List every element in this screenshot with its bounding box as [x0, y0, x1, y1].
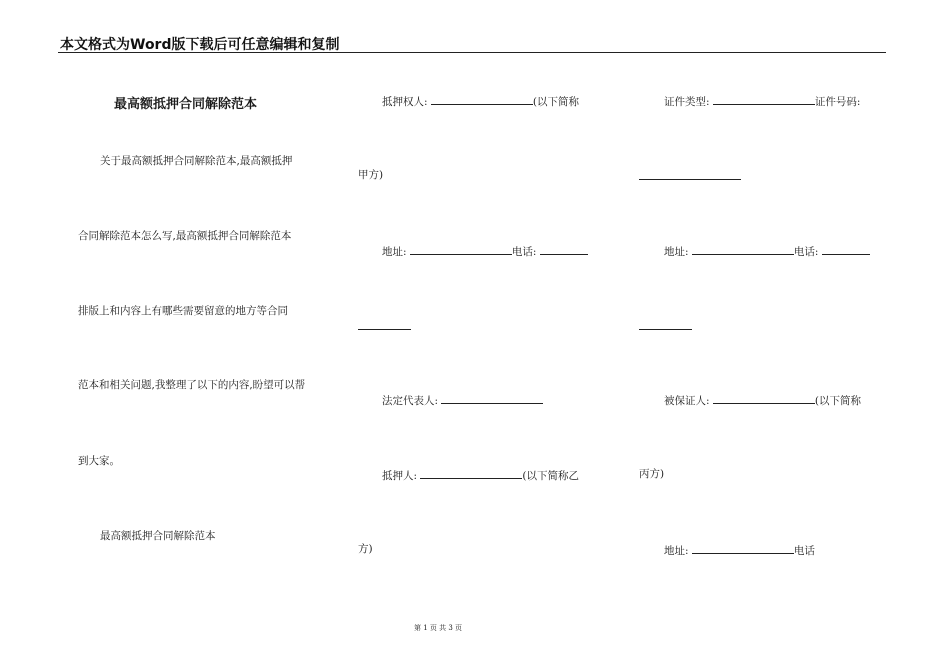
mortgagee-row — [382, 93, 579, 109]
address-label: 地址: — [664, 246, 689, 258]
address-blank — [692, 243, 794, 255]
mortgagee-label: 抵押权人: — [382, 96, 428, 108]
party-a-text: 甲方) — [358, 169, 384, 181]
mortgagor-row — [382, 467, 579, 483]
paragraph-line: 关于最高额抵押合同解除范本,最高额抵押 — [100, 155, 293, 167]
paragraph-line: 合同解除范本怎么写,最高额抵押合同解除范本 — [78, 230, 292, 242]
paragraph-line: 排版上和内容上有哪些需要留意的地方等合同 — [78, 305, 288, 317]
page-number: 第 1 页 共 3 页 — [414, 624, 463, 632]
address2-label: 地址: — [664, 545, 689, 557]
address-phone-row — [382, 243, 588, 259]
legal-rep-blank — [441, 392, 543, 404]
mortgagor-blank — [420, 467, 522, 479]
document-title: 最高额抵押合同解除范本 — [114, 97, 258, 112]
document-banner: 本文格式为Word版下载后可任意编辑和复制 — [60, 37, 340, 53]
id-number-blank — [639, 179, 741, 180]
phone-label: 电话: — [511, 246, 537, 258]
phone-blank-continued — [639, 329, 692, 330]
guarantee-blank — [713, 392, 815, 404]
mortgagee-blank — [431, 93, 533, 105]
id-type-blank — [713, 93, 815, 105]
phone-blank — [540, 243, 588, 255]
mortgagor-label: 抵押人: — [382, 470, 418, 482]
guarantee-row — [664, 392, 861, 408]
phone-blank — [822, 243, 870, 255]
phone2-label: 电话 — [793, 545, 815, 557]
address-phone-row — [664, 243, 870, 259]
id-row — [664, 93, 860, 109]
phone-blank-continued — [358, 329, 411, 330]
paragraph-line: 到大家。 — [78, 455, 120, 467]
mortgagee-suffix: (以下简称 — [532, 96, 579, 108]
phone-label: 电话: — [793, 246, 819, 258]
guarantee-suffix: (以下简称 — [814, 395, 861, 407]
section-heading: 最高额抵押合同解除范本 — [100, 530, 216, 542]
legal-rep-row — [382, 392, 543, 408]
guarantee-label: 被保证人: — [664, 395, 710, 407]
address-blank — [410, 243, 512, 255]
paragraph-line: 范本和相关问题,我整理了以下的内容,盼望可以帮 — [78, 379, 306, 391]
party-b-text: 方) — [358, 543, 373, 555]
mortgagor-suffix: (以下简称乙 — [522, 470, 579, 482]
id-number-label: 证件号码: — [814, 96, 861, 108]
address2-phone-row — [664, 542, 815, 558]
legal-rep-label: 法定代表人: — [382, 395, 439, 407]
party-c-text: 丙方) — [639, 468, 665, 480]
address2-blank — [692, 542, 794, 554]
id-type-label: 证件类型: — [664, 96, 710, 108]
address-label: 地址: — [382, 246, 407, 258]
header-divider — [58, 52, 886, 53]
